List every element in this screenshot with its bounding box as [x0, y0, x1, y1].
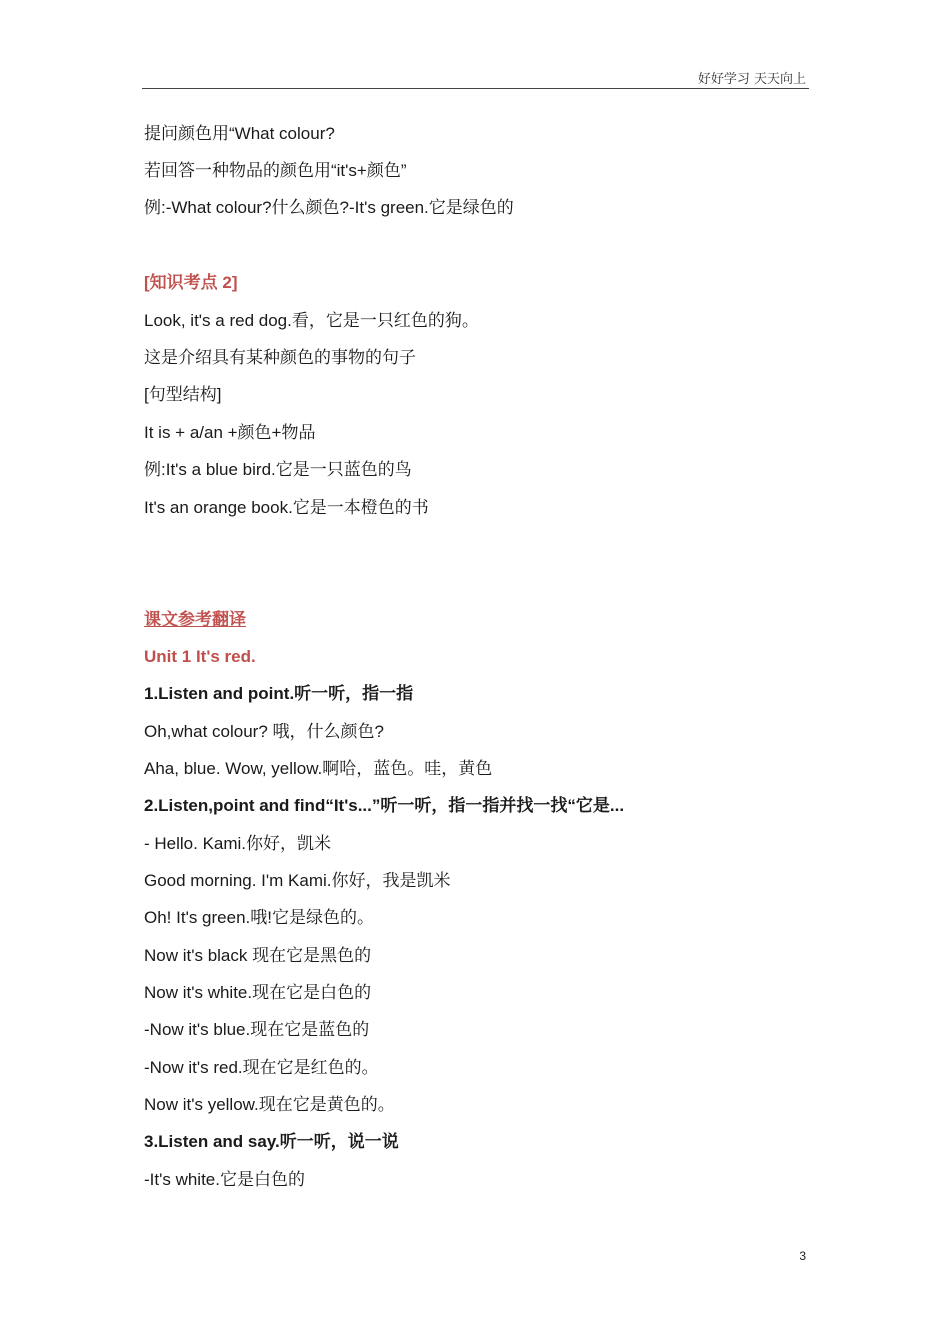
- text-line: Aha, blue. Wow, yellow.啊哈，蓝色。哇，黄色: [144, 759, 493, 778]
- text-line: 例:-What colour?什么颜色?-It's green.它是绿色的: [144, 198, 514, 217]
- text-line: 提问颜色用“What colour?: [144, 124, 335, 143]
- text-line: - Hello. Kami.你好，凯米: [144, 834, 332, 853]
- text-line: Now it's black 现在它是黑色的: [144, 946, 372, 965]
- unit-title: Unit 1 It's red.: [144, 647, 256, 666]
- header-text: 好好学习 天天向上: [697, 72, 806, 87]
- text-line: 例:It's a blue bird.它是一只蓝色的鸟: [144, 460, 412, 479]
- page-number: 3: [799, 1249, 806, 1263]
- exercise-heading: 1.Listen and point.听一听，指一指: [144, 684, 414, 703]
- text-line: 这是介绍具有某种颜色的事物的句子: [144, 348, 416, 367]
- text-line: 若回答一种物品的颜色用“it's+颜色”: [144, 161, 407, 180]
- text-line: -Now it's blue.现在它是蓝色的: [144, 1020, 370, 1039]
- text-line: Oh,what colour? 哦，什么颜色?: [144, 722, 384, 741]
- text-line: [句型结构]: [144, 385, 222, 404]
- text-line: Now it's white.现在它是白色的: [144, 983, 372, 1002]
- text-line: -It's white.它是白色的: [144, 1170, 305, 1189]
- text-line: -Now it's red.现在它是红色的。: [144, 1058, 379, 1077]
- text-line: Good morning. I'm Kami.你好，我是凯米: [144, 871, 451, 890]
- text-line: It is + a/an +颜色+物品: [144, 423, 316, 442]
- text-line: It's an orange book.它是一本橙色的书: [144, 498, 429, 517]
- section-heading: 课文参考翻译: [144, 610, 246, 629]
- text-line: Oh! It's green.哦!它是绿色的。: [144, 908, 374, 927]
- text-line: Now it's yellow.现在它是黄色的。: [144, 1095, 395, 1114]
- exercise-heading: 2.Listen,point and find“It's...”听一听，指一指并找一找“它是...: [144, 796, 625, 815]
- section-heading: [知识考点 2]: [144, 273, 238, 292]
- exercise-heading: 3.Listen and say.听一听，说一说: [144, 1132, 399, 1151]
- header-rule: [142, 88, 809, 89]
- text-line: Look, it's a red dog.看，它是一只红色的狗。: [144, 311, 479, 330]
